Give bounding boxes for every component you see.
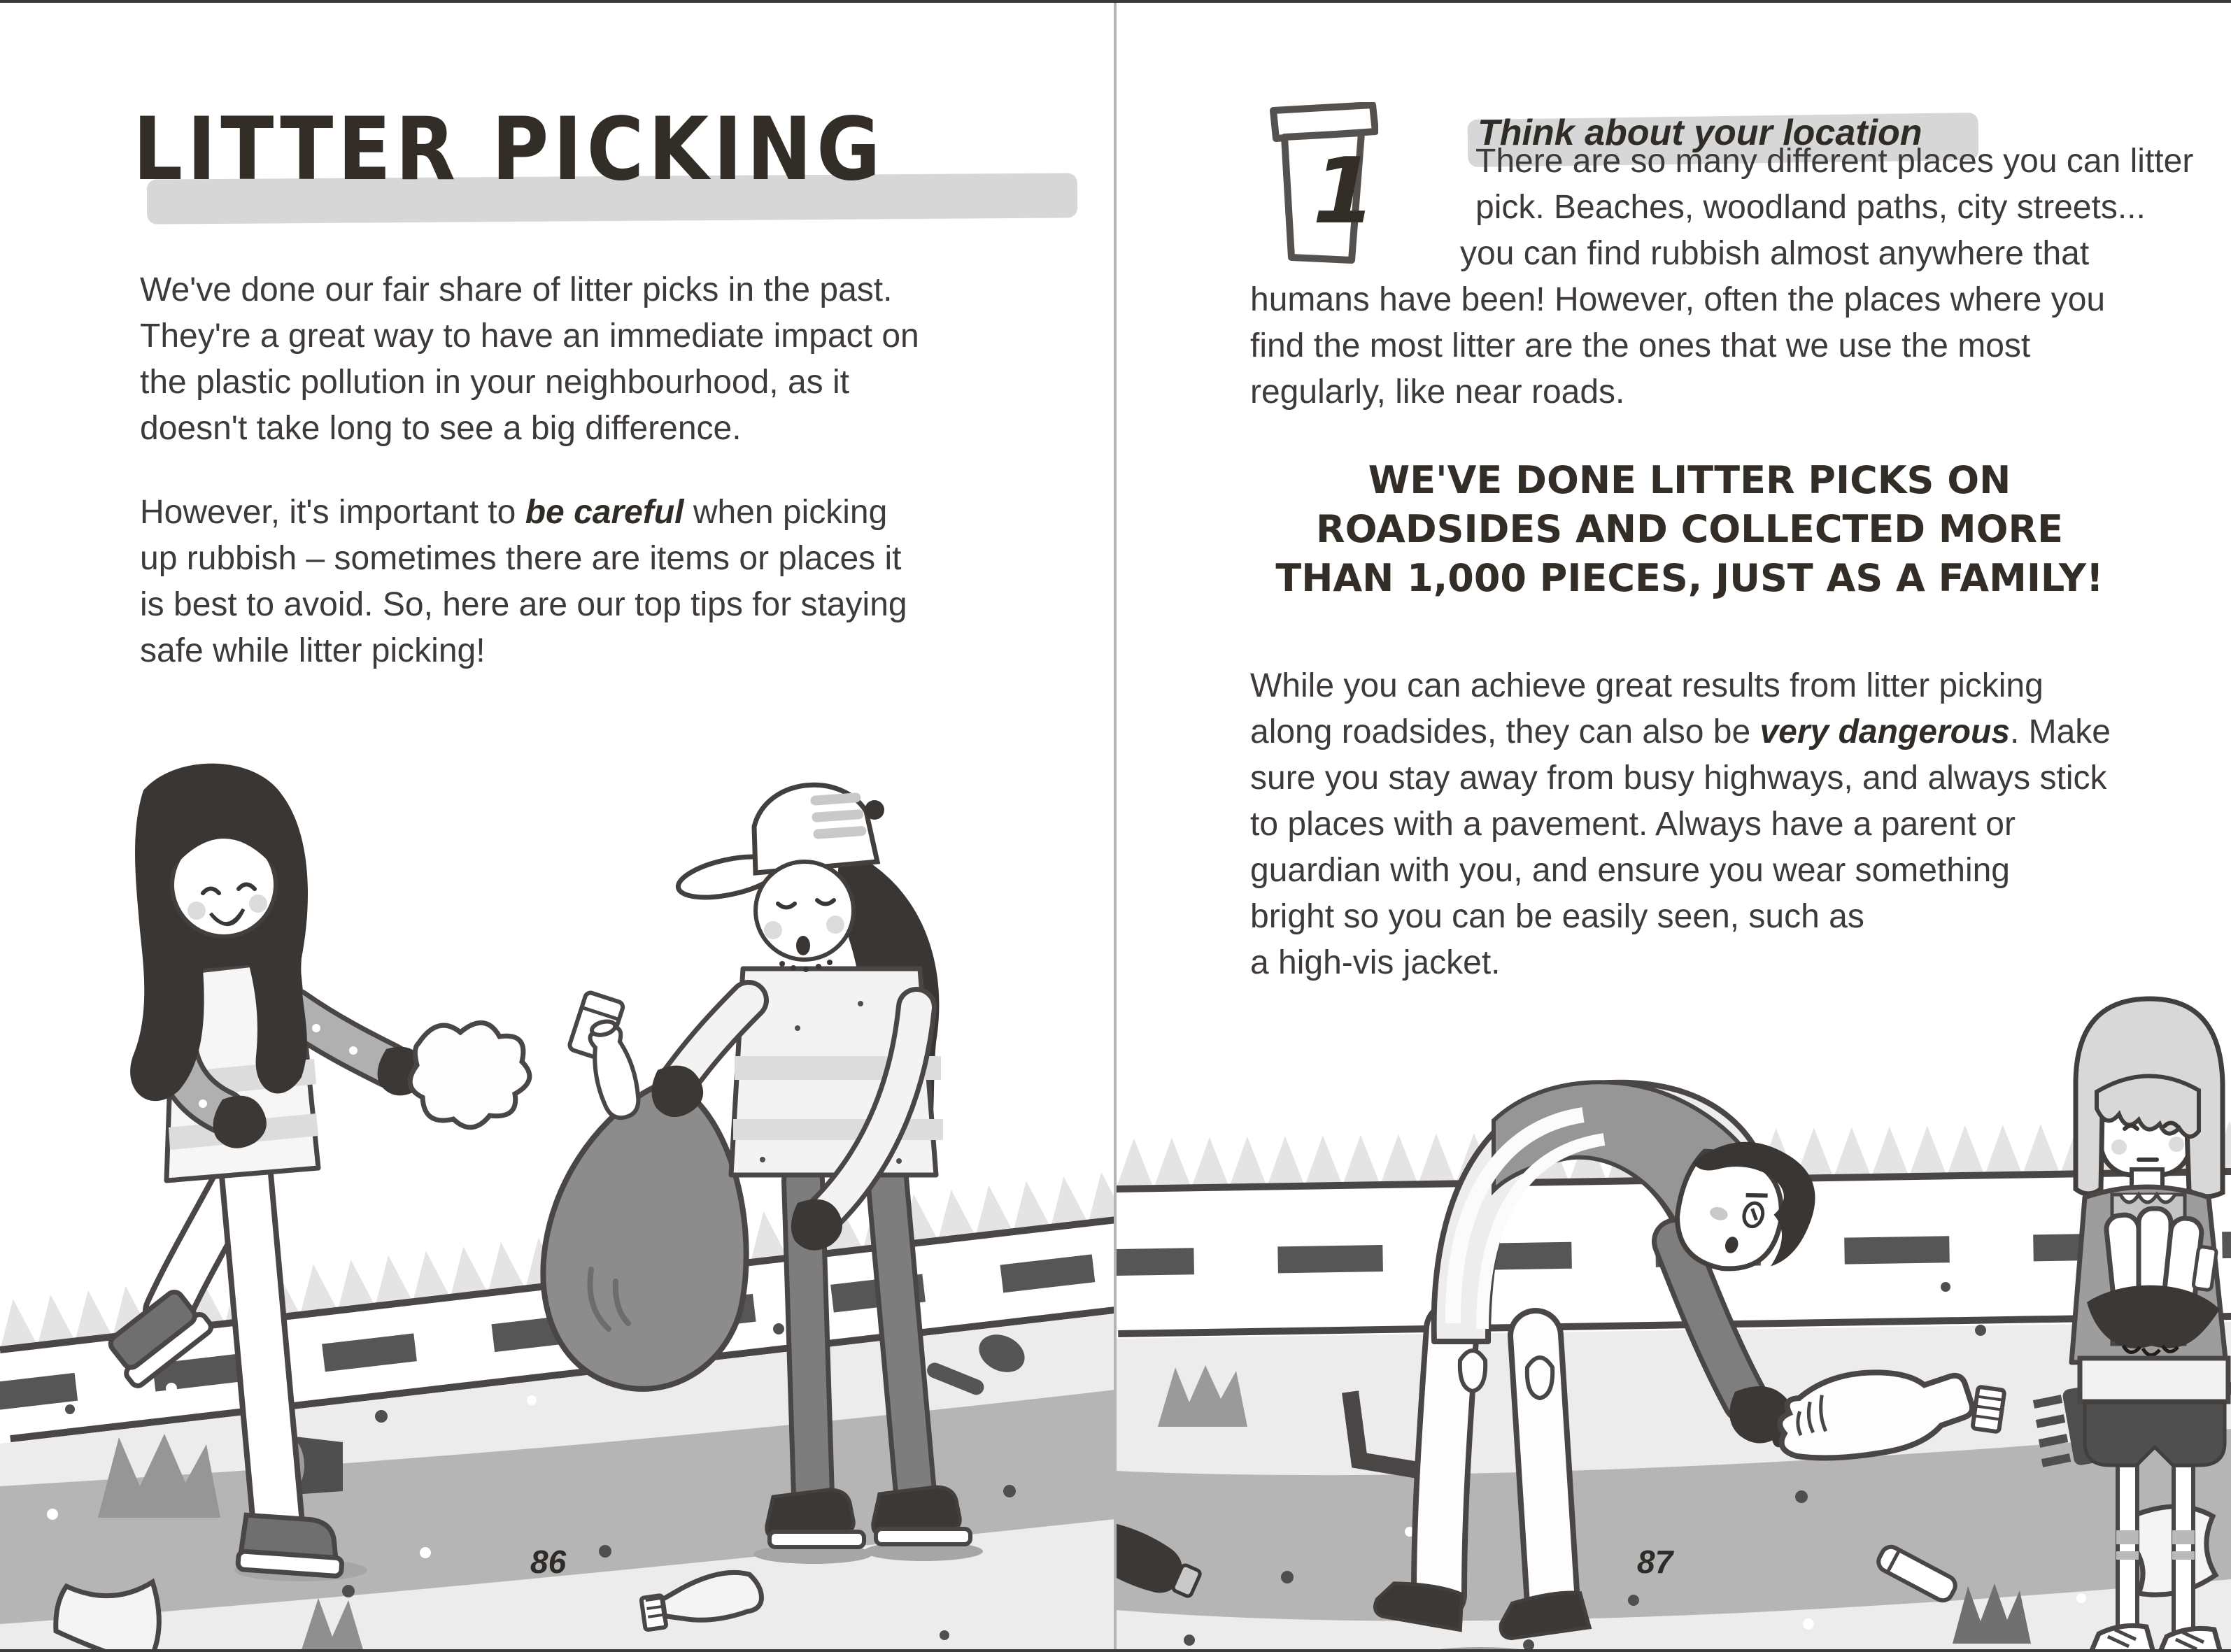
trash-bag <box>543 1018 746 1389</box>
text-line: pick. Beaches, woodland paths, city streets... <box>1475 189 2146 226</box>
bottle-in-bag <box>583 1018 644 1122</box>
text-line: find the most litter are the ones that we use the most <box>1250 327 2031 364</box>
text-segment: . Make <box>2009 713 2111 750</box>
page-number-left: 86 <box>530 1544 567 1580</box>
callout-line: ROADSIDES AND COLLECTED MORE <box>1316 507 2063 551</box>
text-segment: when picking <box>684 494 888 531</box>
callout-line: THAN 1,000 PIECES, JUST AS A FAMILY! <box>1275 556 2104 600</box>
text-line: regularly, like near roads. <box>1250 373 1625 411</box>
text-line: sure you stay away from busy highways, and always stick <box>1250 760 2107 797</box>
text-line: humans have been! However, often the places where you <box>1250 281 2106 318</box>
text-line: There are so many different places you can litter <box>1475 143 2194 180</box>
page-number-right: 87 <box>1637 1544 1673 1580</box>
top-edge <box>0 0 2231 3</box>
text-line: doesn't take long to see a big difference. <box>140 410 742 447</box>
tip-number: 1 <box>1312 138 1376 244</box>
intro-paragraph <box>140 267 919 452</box>
text-line: We've done our fair share of litter picks in the past. <box>140 271 893 308</box>
text-segment: along roadsides, they can also be <box>1250 713 1760 750</box>
text-line: is best to avoid. So, here are our top tips for staying <box>140 586 907 623</box>
text-line: the plastic pollution in your neighbourhood, as it <box>140 364 849 401</box>
text-line: a high-vis jacket. <box>1250 944 1501 981</box>
callout-line: WE'VE DONE LITTER PICKS ON <box>1368 458 2011 502</box>
text-line <box>140 490 907 536</box>
text-segment: However, it's important to <box>140 494 525 531</box>
text-line: guardian with you, and ensure you wear something <box>1250 852 2010 889</box>
caution-paragraph <box>140 490 907 674</box>
tip-heading: Think about your location <box>1478 113 1922 153</box>
text-line <box>1250 709 2111 755</box>
very-dangerous-emphasis: very dangerous <box>1759 713 2010 750</box>
text-line: safe while litter picking! <box>140 632 486 669</box>
page-gutter <box>1114 0 1117 1652</box>
be-careful-emphasis: be careful <box>525 494 684 531</box>
danger-paragraph <box>1250 663 2111 986</box>
bottom-edge <box>0 1649 2231 1652</box>
text-line: They're a great way to have an immediate impact on <box>140 318 919 355</box>
text-line: bright so you can be easily seen, such as <box>1250 898 1864 935</box>
litter-picking-illustration-left <box>0 727 1115 1652</box>
location-paragraph <box>1250 138 2193 415</box>
text-line: to places with a pavement. Always have a parent or <box>1250 806 2016 843</box>
text-line: up rubbish – sometimes there are items or places it <box>140 540 902 577</box>
text-line: you can find rubbish almost anywhere that <box>1460 235 2090 272</box>
page-title: LITTER PICKING <box>133 99 885 200</box>
callout-quote <box>1252 456 2127 603</box>
text-line: While you can achieve great results from litter picking <box>1250 667 2044 704</box>
